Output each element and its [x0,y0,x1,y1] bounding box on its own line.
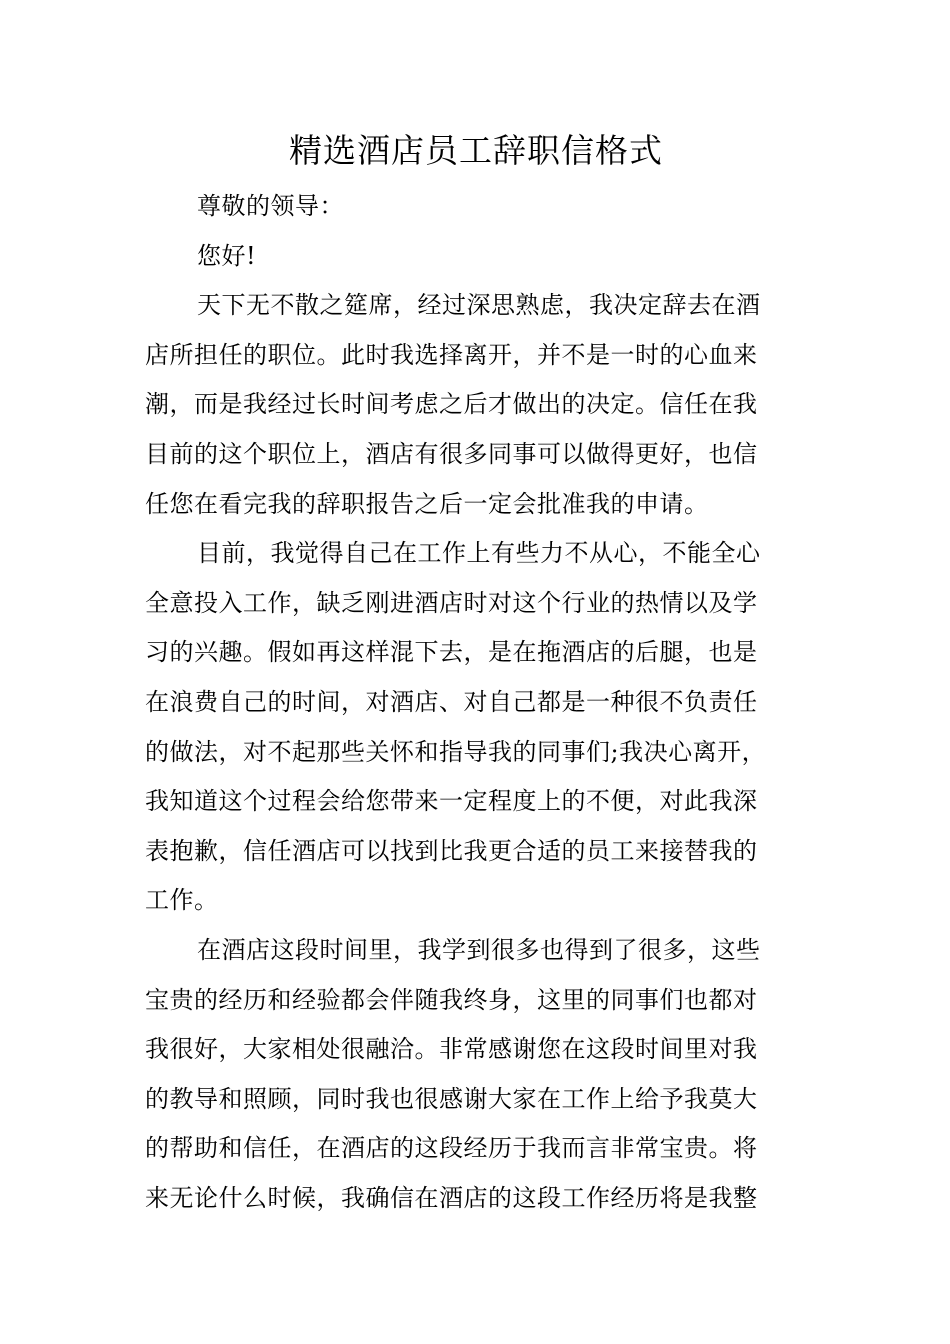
paragraph-line: 宝贵的经历和经验都会伴随我终身，这里的同事们也都对 [145,985,758,1014]
paragraph-2 [145,529,807,926]
paragraph-line: 的做法，对不起那些关怀和指导我的同事们;我决心离开， [145,737,767,766]
paragraph-line: 习的兴趣。假如再这样混下去，是在拖酒店的后腿，也是 [145,638,758,667]
paragraph-line: 我很好，大家相处很融洽。非常感谢您在这段时间里对我 [145,1035,758,1064]
paragraph-line: 任您在看完我的辞职报告之后一定会批准我的申请。 [145,489,709,518]
paragraph-line: 的教导和照顾，同时我也很感谢大家在工作上给予我莫大 [145,1084,758,1113]
paragraph-line: 全意投入工作，缺乏刚进酒店时对这个行业的热情以及学 [145,588,758,617]
paragraph-line: 在酒店这段时间里，我学到很多也得到了很多，这些 [197,935,761,964]
paragraph-line: 目前，我觉得自己在工作上有些力不从心，不能全心 [197,539,761,568]
paragraph-line: 来无论什么时候，我确信在酒店的这段工作经历将是我整 [145,1183,758,1212]
document-page [145,120,807,1223]
salutation: 尊敬的领导： [197,192,344,220]
paragraph-1 [145,281,807,529]
paragraph-line: 工作。 [145,886,219,915]
paragraph-line: 目前的这个职位上，酒店有很多同事可以做得更好，也信 [145,439,758,468]
paragraph-line: 天下无不散之筵席，经过深思熟虑，我决定辞去在酒 [197,291,761,320]
paragraph-3 [145,926,807,1224]
paragraph-line: 我知道这个过程会给您带来一定程度上的不便，对此我深 [145,787,758,816]
document-title: 精选酒店员工辞职信格式 [289,131,663,170]
paragraph-line: 的帮助和信任，在酒店的这段经历于我而言非常宝贵。将 [145,1134,758,1163]
paragraph-line: 表抱歉，信任酒店可以找到比我更合适的员工来接替我的 [145,836,758,865]
greeting: 您好! [197,241,257,270]
paragraph-line: 店所担任的职位。此时我选择离开，并不是一时的心血来 [145,340,758,369]
paragraph-line: 在浪费自己的时间，对酒店、对自己都是一种很不负责任 [145,687,758,716]
paragraph-line: 潮，而是我经过长时间考虑之后才做出的决定。信任在我 [145,390,758,419]
